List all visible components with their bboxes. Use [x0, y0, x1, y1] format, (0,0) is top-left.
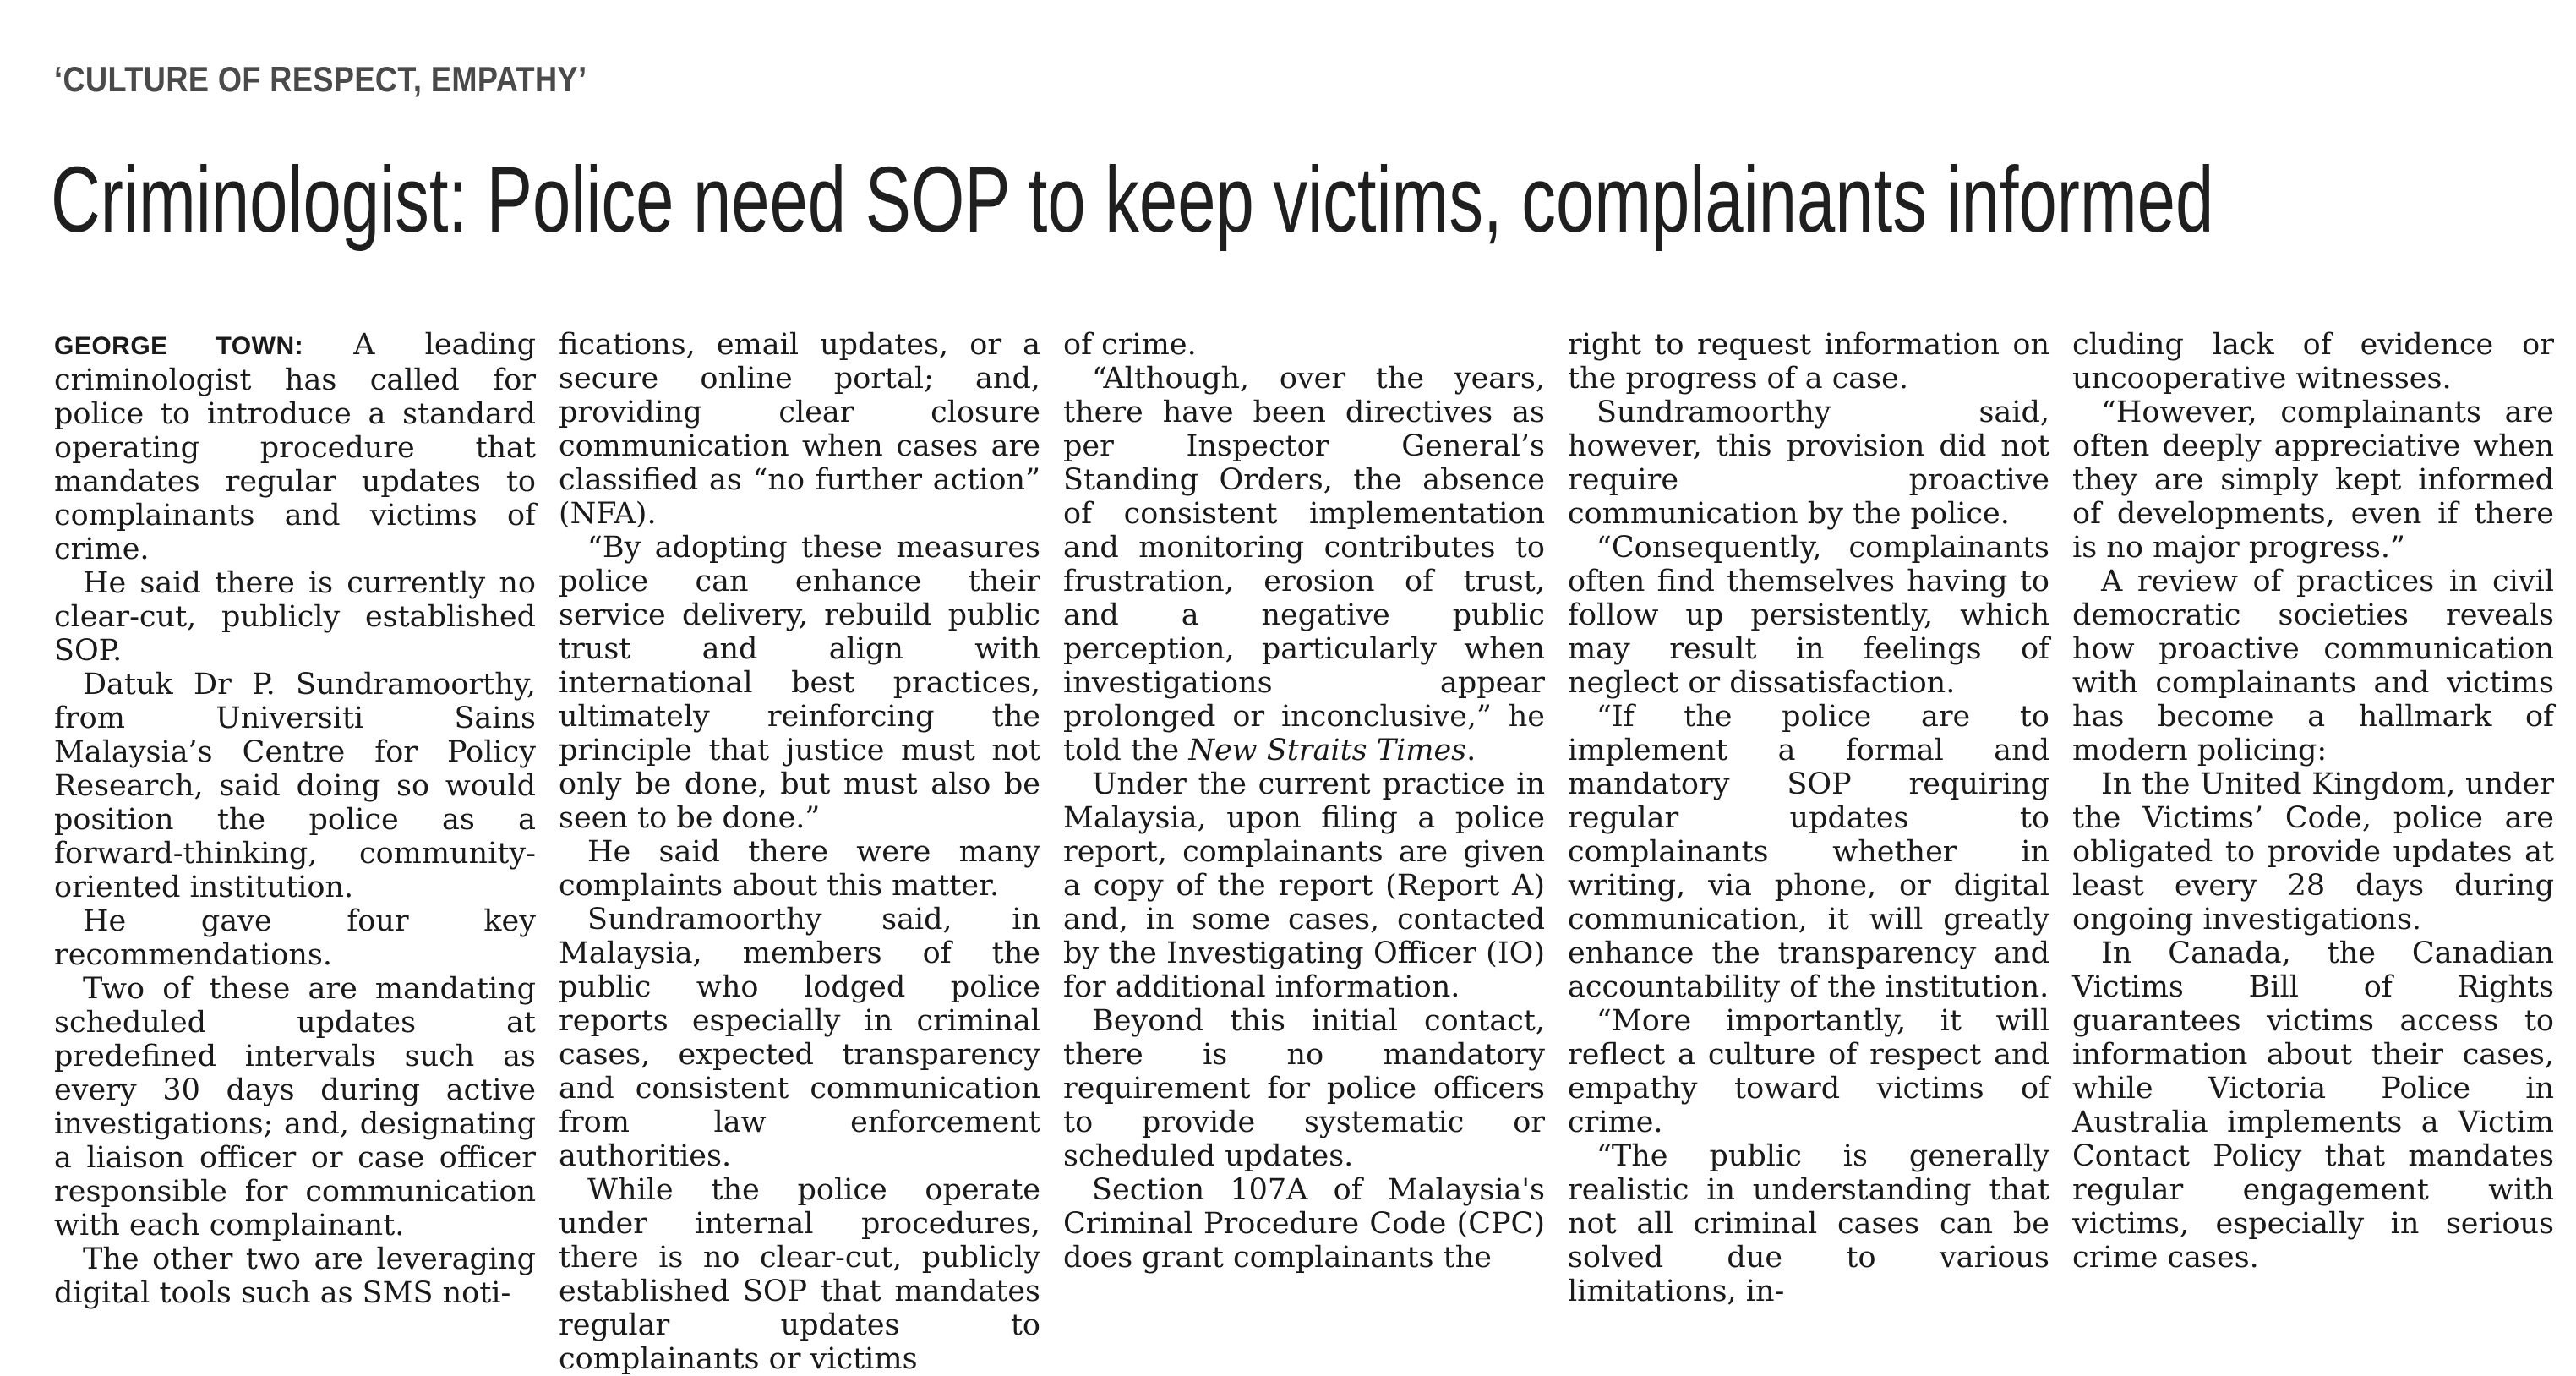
paragraph — [1063, 362, 1545, 767]
article-column-2 — [559, 328, 1040, 1376]
paragraph: Datuk Dr P. Sundramoorthy, from Universiti Sains Malaysia’s Centre for Policy Research, said doing so would position the police as a forward-thinking, community-oriented institution. — [54, 668, 536, 904]
paragraph: Section 107A of Malaysia's Criminal Procedure Code (CPC) does grant complainants the — [1063, 1173, 1545, 1275]
paragraph: He gave four key recommendations. — [54, 904, 536, 972]
article-column-4 — [1568, 328, 2049, 1308]
paragraph: He said there is currently no clear-cut, publicly established SOP. — [54, 566, 536, 668]
paragraph-end: . — [1466, 734, 1476, 767]
article-column-5 — [2072, 328, 2554, 1275]
article-column-1 — [54, 328, 536, 1310]
paragraph: “By adopting these measures police can enhance their service delivery, rebuild public trust and align with international best practices, ultimately reinforcing the principle that justice must not only be done, but must also be seen to be done.” — [559, 531, 1040, 835]
dateline: GEORGE TOWN: — [54, 332, 304, 360]
paragraph: right to request information on the progress of a case. — [1568, 328, 2049, 396]
paragraph: Sundramoorthy said, in Malaysia, members of the public who lodged police reports especially in criminal cases, expected transparency and consistent communication from law enforcement authorities. — [559, 903, 1040, 1173]
paragraph: In Canada, the Canadian Victims Bill of Rights guarantees victims access to information about their cases, while Victoria Police in Australia implements a Victim Contact Policy that mandates regular engagement with victims, especially in serious crime cases. — [2072, 936, 2554, 1275]
paragraph: He said there were many complaints about this matter. — [559, 835, 1040, 903]
paragraph — [54, 328, 536, 566]
article-column-3 — [1063, 328, 1545, 1275]
paragraph: cluding lack of evidence or uncooperative witnesses. — [2072, 328, 2554, 396]
paragraph: fications, email updates, or a secure online portal; and, providing clear closure communication when cases are classified as “no further action” (NFA). — [559, 328, 1040, 531]
paragraph: “If the police are to implement a formal and mandatory SOP requiring regular updates to complainants whether in writing, via phone, or digital communication, it will greatly enhance the transparency and accountability of the institution. — [1568, 700, 2049, 1004]
article-headline: Criminologist: Police need SOP to keep victims, complainants informed — [51, 148, 2214, 252]
paragraph: “The public is generally realistic in understanding that not all criminal cases can be solved due to various limitations, in- — [1568, 1139, 2049, 1308]
article-kicker: ‘CULTURE OF RESPECT, EMPATHY’ — [54, 59, 587, 99]
paragraph: In the United Kingdom, under the Victims’ Code, police are obligated to provide updates at least every 28 days during ongoing investigations. — [2072, 767, 2554, 936]
publication-name: New Straits Times — [1188, 734, 1467, 767]
paragraph: of crime. — [1063, 328, 1197, 362]
paragraph: The other two are leveraging digital tools such as SMS noti- — [54, 1242, 536, 1310]
paragraph: “However, complainants are often deeply appreciative when they are simply kept informed of developments, even if there is no major progress.” — [2072, 396, 2554, 565]
paragraph: “More importantly, it will reflect a culture of respect and empathy toward victims of crime. — [1568, 1004, 2049, 1139]
paragraph-text: “Although, over the years, there have been directives as per Inspector General’s Standing Orders, the absence of consistent implementation and monitoring contributes to frustration, erosion of trust, and a negative public perception, particularly when investigations appear prolonged or inconclusive,” he told the — [1063, 362, 1545, 767]
paragraph: “Consequently, complainants often find themselves having to follow up persistently, which may result in feelings of neglect or dissatisfaction. — [1568, 531, 2049, 700]
paragraph: A review of practices in civil democratic societies reveals how proactive communication with complainants and victims has become a hallmark of modern policing: — [2072, 565, 2554, 767]
paragraph: Sundramoorthy said, however, this provision did not require proactive communication by the police. — [1568, 396, 2049, 531]
paragraph-text: A leading criminologist has called for police to introduce a standard operating procedure that mandates regular updates to complainants and victims of crime. — [54, 328, 536, 566]
paragraph: Under the current practice in Malaysia, upon filing a police report, complainants are given a copy of the report (Report A) and, in some cases, contacted by the Investigating Officer (IO) for additional information. — [1063, 767, 1545, 1004]
paragraph: While the police operate under internal procedures, there is no clear-cut, publicly established SOP that mandates regular updates to complainants or victims — [559, 1173, 1040, 1376]
paragraph: Beyond this initial contact, there is no mandatory requirement for police officers to provide systematic or scheduled updates. — [1063, 1004, 1545, 1173]
paragraph: Two of these are mandating scheduled updates at predefined intervals such as every 30 days during active investigations; and, designating a liaison officer or case officer responsible for communication with each complainant. — [54, 972, 536, 1242]
